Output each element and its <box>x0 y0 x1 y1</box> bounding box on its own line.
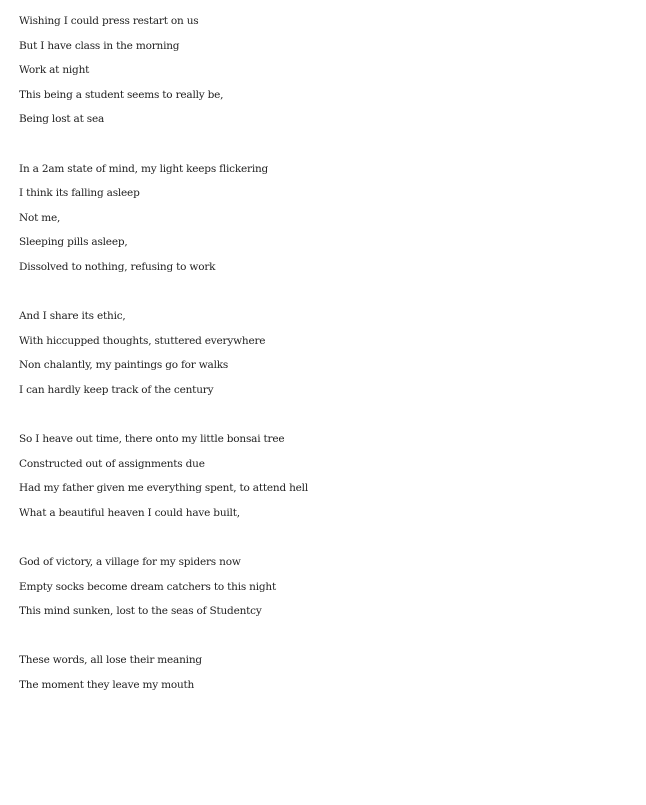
poem-line: And I share its ethic, <box>19 310 126 323</box>
poem-line: The moment they leave my mouth <box>19 679 195 692</box>
poem-line: What a beautiful heaven I could have built, <box>19 506 240 519</box>
stanza-break <box>19 407 629 432</box>
poem-line: These words, all lose their meaning <box>19 654 202 667</box>
stanza-break <box>19 628 629 653</box>
poem-line: I think its falling asleep <box>19 187 140 200</box>
poem-line: Had my father given me everything spent, to attend hell <box>19 482 308 495</box>
poem-line: Not me, <box>19 211 61 224</box>
poem-line: This mind sunken, lost to the seas of Studentcy <box>19 605 262 618</box>
poem-line: But I have class in the morning <box>19 39 180 52</box>
poem-line: Constructed out of assignments due <box>19 457 205 470</box>
poem-line: Being lost at sea <box>19 113 105 126</box>
stanza-6 <box>19 652 629 701</box>
poem-line: In a 2am state of mind, my light keeps flickering <box>19 162 269 175</box>
poem-line: This being a student seems to really be, <box>19 88 224 101</box>
stanza-break <box>19 284 629 309</box>
stanza-5 <box>19 554 629 628</box>
poem-line: Dissolved to nothing, refusing to work <box>19 260 216 273</box>
poem-line: I can hardly keep track of the century <box>19 383 214 396</box>
poem-line: Work at night <box>19 64 90 77</box>
poem-line: Non chalantly, my paintings go for walks <box>19 359 229 372</box>
stanza-2 <box>19 161 629 284</box>
stanza-1 <box>19 13 629 136</box>
stanza-3 <box>19 308 629 406</box>
poem-body <box>19 13 629 702</box>
poem-line: So I heave out time, there onto my little bonsai tree <box>19 433 285 446</box>
poem-line: Empty socks become dream catchers to this night <box>19 580 276 593</box>
stanza-4 <box>19 431 629 529</box>
stanza-break <box>19 136 629 161</box>
poem-line: With hiccupped thoughts, stuttered everywhere <box>19 334 266 347</box>
poem-line: Wishing I could press restart on us <box>19 15 199 27</box>
poem-line: Sleeping pills asleep, <box>19 236 128 249</box>
stanza-break <box>19 529 629 554</box>
poem-line: God of victory, a village for my spiders now <box>19 556 241 569</box>
